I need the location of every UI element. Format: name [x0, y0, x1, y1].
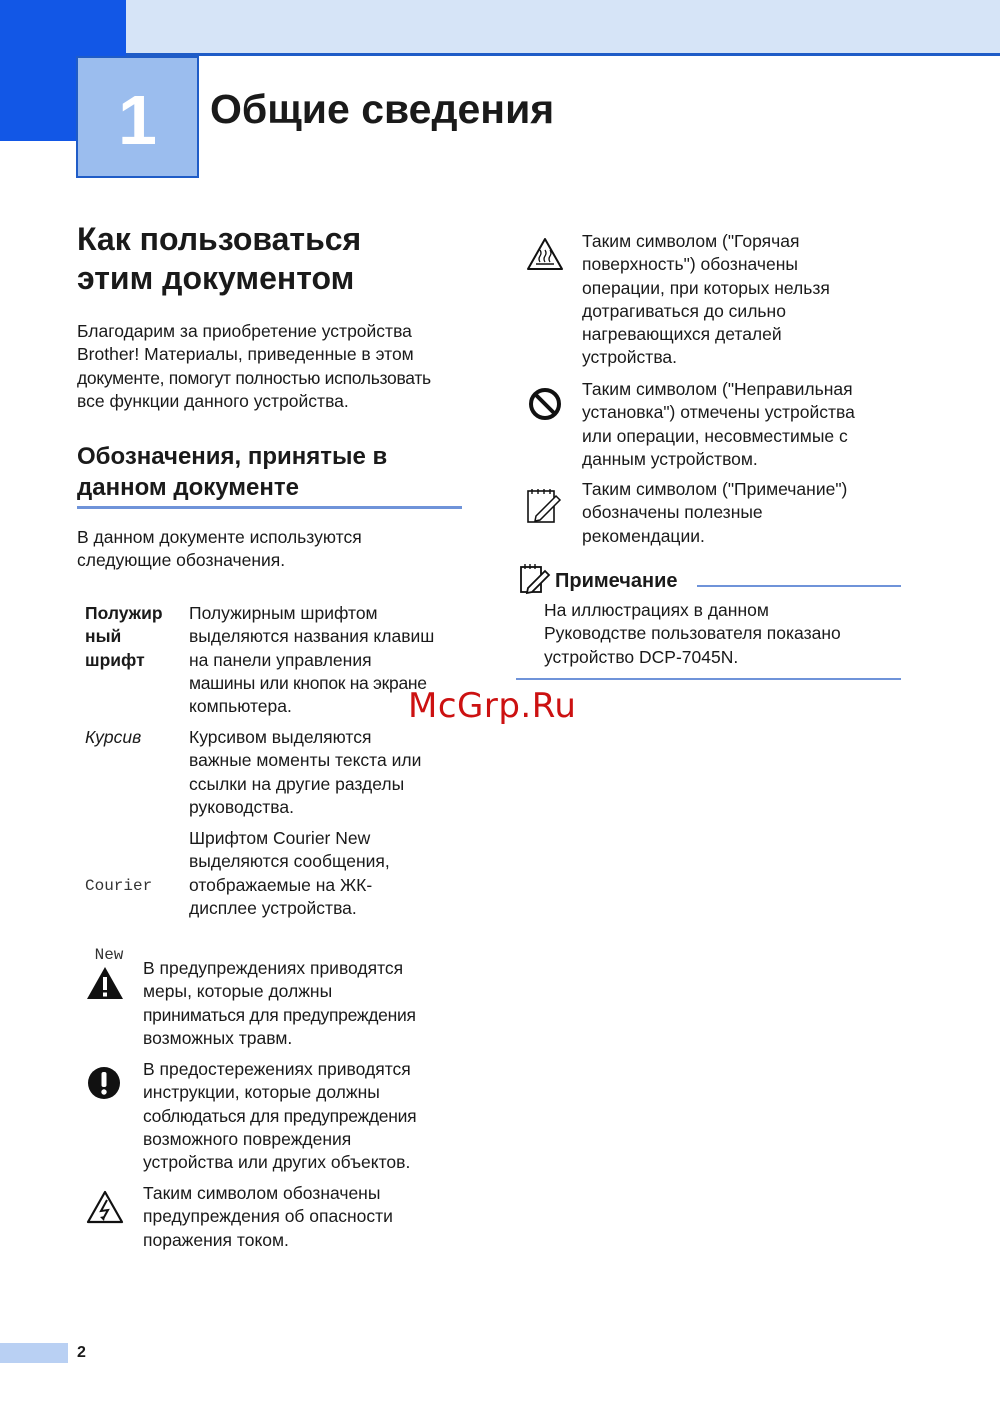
subsection-rule — [77, 506, 462, 509]
symbol-text-warning: В предупреждениях приводятся меры, которые должны приниматься для предупреждения возможных травм. — [143, 958, 416, 1048]
convention-desc-bold: Полужирным шрифтом выделяются названия клавиш на панели управления машины или кнопок на экране компьютера. — [189, 603, 435, 717]
note-rule-top — [697, 585, 901, 587]
subsection-title: Обозначения, принятые в данном документе — [77, 443, 388, 501]
note-pad-icon — [524, 486, 564, 526]
warning-triangle-icon — [85, 964, 125, 1004]
convention-term-courier: Courier New — [85, 876, 153, 965]
caution-exclamation-icon — [86, 1064, 126, 1104]
convention-desc-italic: Курсивом выделяются важные моменты текста или ссылки на другие разделы руководства. — [189, 727, 422, 817]
electrical-hazard-icon — [86, 1188, 126, 1228]
note-text: На иллюстрациях в данном Руководстве пользователя показано устройство DCP-7045N. — [544, 600, 841, 667]
header-band — [0, 0, 1000, 56]
chapter-number-box — [76, 56, 199, 178]
section-title: Как пользоваться этим документом — [77, 221, 362, 296]
page-number: 2 — [77, 1344, 86, 1361]
usage-paragraph: В данном документе используются следующие обозначения. — [77, 527, 362, 571]
symbol-text-caution: В предостережениях приводятся инструкции, которые должны соблюдаться для предупреждения возможного повреждения устройства или других объектов. — [143, 1059, 417, 1173]
footer-band — [0, 1343, 68, 1363]
convention-term-bold: Полужир ный шрифт — [85, 603, 163, 670]
symbol-text-note: Таким символом ("Примечание") обозначены полезные рекомендации. — [582, 479, 848, 546]
convention-term-italic: Курсив — [85, 727, 142, 747]
symbol-text-electrical: Таким символом обозначены предупреждения об опасности поражения током. — [143, 1183, 393, 1250]
chapter-title: Общие сведения — [210, 86, 555, 132]
convention-desc-courier: Шрифтом Courier New выделяются сообщения, отображаемые на ЖК- дисплее устройства. — [189, 828, 390, 918]
note-rule-bottom — [516, 678, 901, 680]
prohibited-icon — [526, 384, 566, 424]
chapter-number: 1 — [118, 81, 157, 159]
hot-surface-icon — [525, 235, 565, 275]
watermark: McGrp.Ru — [408, 686, 577, 726]
symbol-text-prohibited: Таким символом ("Неправильная установка") отмечены устройства или операции, несовместимые с данным устройством. — [582, 379, 855, 469]
intro-paragraph: Благодарим за приобретение устройства Brother! Материалы, приведенные в этом документе, помогут полностью использовать все функции данного устройства. — [77, 321, 431, 411]
symbol-text-hot-surface: Таким символом ("Горячая поверхность") обозначены операции, при которых нельзя дотрагиваться до сильно нагревающихся деталей устройства. — [582, 231, 830, 368]
note-icon — [518, 562, 552, 596]
note-title: Примечание — [555, 570, 678, 592]
